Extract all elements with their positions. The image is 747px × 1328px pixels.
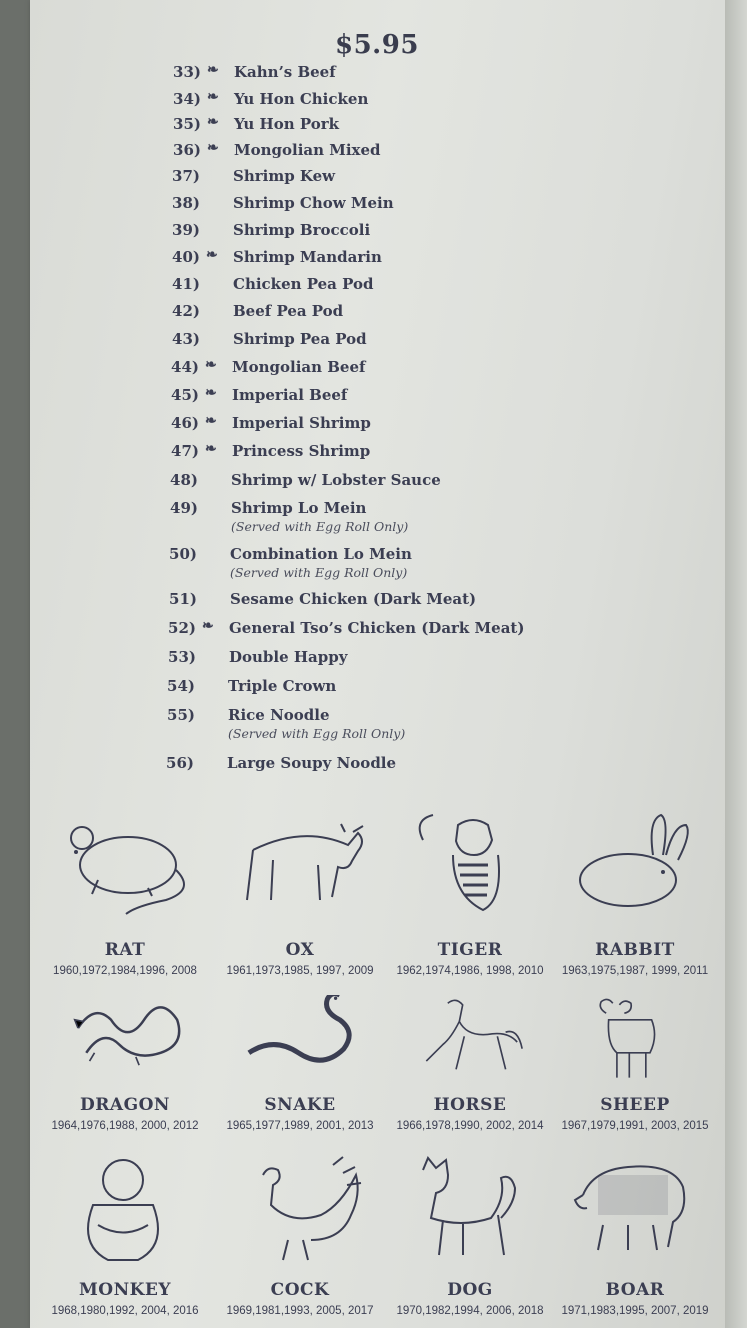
ox-icon bbox=[230, 810, 370, 925]
menu-item-number: 40) bbox=[172, 248, 200, 266]
zodiac-name: RAT bbox=[104, 940, 146, 960]
zodiac-years: 1963,1975,1987, 1999, 2011 bbox=[561, 965, 709, 977]
menu-item-number: 48) bbox=[170, 471, 198, 489]
sheep-icon bbox=[565, 995, 705, 1090]
chili-pepper-icon: ❧ bbox=[207, 62, 219, 78]
menu-item-name: Shrimp Broccoli bbox=[233, 221, 371, 239]
zodiac-years: 1960,1972,1984,1996, 2008 bbox=[53, 965, 197, 977]
menu-item-number: 51) bbox=[169, 590, 197, 608]
rabbit-icon bbox=[565, 810, 705, 925]
menu-item-name: Shrimp Mandarin bbox=[233, 248, 382, 266]
chili-pepper-icon: ❧ bbox=[205, 357, 217, 373]
menu-item-name: Kahn’s Beef bbox=[234, 63, 336, 81]
menu-item-name: Mongolian Mixed bbox=[234, 141, 381, 159]
zodiac-name: DRAGON bbox=[80, 1095, 170, 1115]
zodiac-years: 1970,1982,1994, 2006, 2018 bbox=[396, 1305, 544, 1317]
tiger-icon bbox=[400, 810, 540, 925]
menu-item-number: 47) bbox=[171, 442, 199, 460]
chili-pepper-icon: ❧ bbox=[207, 114, 219, 130]
zodiac-grid bbox=[0, 800, 747, 1328]
menu-item-number: 38) bbox=[172, 194, 200, 212]
menu-item-name: Double Happy bbox=[229, 648, 348, 666]
zodiac-years: 1961,1973,1985, 1997, 2009 bbox=[226, 965, 374, 977]
rooster-icon bbox=[230, 1155, 370, 1270]
menu-item-number: 42) bbox=[172, 302, 200, 320]
menu-item-number: 35) bbox=[173, 115, 201, 133]
menu-item-number: 41) bbox=[172, 275, 200, 293]
zodiac-name: MONKEY bbox=[78, 1280, 172, 1300]
snake-icon bbox=[230, 995, 370, 1090]
rat-icon bbox=[55, 810, 195, 925]
zodiac-years: 1969,1981,1993, 2005, 2017 bbox=[226, 1305, 374, 1317]
zodiac-name: DOG bbox=[447, 1280, 493, 1300]
menu-item-name: Imperial Beef bbox=[232, 386, 348, 404]
menu-item-name: Shrimp w/ Lobster Sauce bbox=[231, 471, 441, 489]
zodiac-animal-monkey bbox=[51, 1155, 199, 1325]
chili-pepper-icon: ❧ bbox=[205, 441, 217, 457]
menu-item-number: 43) bbox=[172, 330, 200, 348]
zodiac-animal-ox bbox=[226, 810, 374, 980]
menu-item-name: Shrimp Pea Pod bbox=[233, 330, 367, 348]
menu-item-number: 36) bbox=[173, 141, 201, 159]
zodiac-years: 1965,1977,1989, 2001, 2013 bbox=[226, 1120, 374, 1132]
menu-item-name: Princess Shrimp bbox=[232, 442, 371, 460]
menu-item-number: 46) bbox=[171, 414, 199, 432]
menu-item-number: 33) bbox=[173, 63, 201, 81]
chili-pepper-icon: ❧ bbox=[207, 140, 219, 156]
section-price: $5.95 bbox=[335, 30, 419, 60]
zodiac-years: 1968,1980,1992, 2004, 2016 bbox=[51, 1305, 199, 1317]
menu-item-number: 49) bbox=[170, 499, 198, 517]
menu-item-number: 37) bbox=[172, 167, 200, 185]
zodiac-animal-horse bbox=[396, 995, 544, 1165]
menu-item-name: Combination Lo Mein bbox=[230, 545, 412, 563]
zodiac-name: HORSE bbox=[433, 1095, 507, 1115]
menu-item-note: (Served with Egg Roll Only) bbox=[230, 565, 408, 580]
zodiac-name: OX bbox=[285, 940, 315, 960]
menu-item-name: Yu Hon Pork bbox=[234, 115, 340, 133]
chili-pepper-icon: ❧ bbox=[206, 247, 218, 263]
menu-item-name: Rice Noodle bbox=[228, 706, 330, 724]
menu-item-number: 53) bbox=[168, 648, 196, 666]
menu-item-number: 56) bbox=[166, 754, 194, 772]
zodiac-years: 1967,1979,1991, 2003, 2015 bbox=[561, 1120, 709, 1132]
menu-item-name: Shrimp Kew bbox=[233, 167, 336, 185]
zodiac-years: 1971,1983,1995, 2007, 2019 bbox=[561, 1305, 709, 1317]
monkey-icon bbox=[55, 1155, 195, 1270]
menu-item-number: 39) bbox=[172, 221, 200, 239]
zodiac-animal-rabbit bbox=[561, 810, 709, 980]
menu-item-number: 50) bbox=[169, 545, 197, 563]
menu-item-name: Beef Pea Pod bbox=[233, 302, 344, 320]
zodiac-name: COCK bbox=[270, 1280, 330, 1300]
menu-item-number: 34) bbox=[173, 90, 201, 108]
zodiac-animal-snake bbox=[226, 995, 374, 1165]
menu-item-name: Shrimp Lo Mein bbox=[231, 499, 367, 517]
zodiac-animal-dragon bbox=[51, 995, 199, 1165]
zodiac-name: SHEEP bbox=[600, 1095, 670, 1115]
menu-item-name: Chicken Pea Pod bbox=[233, 275, 374, 293]
zodiac-name: BOAR bbox=[605, 1280, 665, 1300]
zodiac-animal-boar bbox=[561, 1155, 709, 1325]
menu-item-name: Yu Hon Chicken bbox=[234, 90, 369, 108]
zodiac-name: SNAKE bbox=[264, 1095, 336, 1115]
zodiac-years: 1966,1978,1990, 2002, 2014 bbox=[396, 1120, 544, 1132]
chili-pepper-icon: ❧ bbox=[205, 413, 217, 429]
boar-icon bbox=[565, 1155, 705, 1270]
zodiac-animal-cock bbox=[226, 1155, 374, 1325]
menu-item-name: General Tso’s Chicken (Dark Meat) bbox=[229, 619, 525, 637]
chili-pepper-icon: ❧ bbox=[202, 618, 214, 634]
menu-item-number: 44) bbox=[171, 358, 199, 376]
menu-item-note: (Served with Egg Roll Only) bbox=[231, 519, 409, 534]
chili-pepper-icon: ❧ bbox=[205, 385, 217, 401]
dragon-icon bbox=[55, 995, 195, 1090]
menu-item-name: Mongolian Beef bbox=[232, 358, 366, 376]
menu-item-name: Large Soupy Noodle bbox=[227, 754, 397, 772]
menu-item-name: Shrimp Chow Mein bbox=[233, 194, 394, 212]
menu-item-note: (Served with Egg Roll Only) bbox=[228, 726, 406, 741]
horse-icon bbox=[400, 995, 540, 1090]
menu-item-name: Sesame Chicken (Dark Meat) bbox=[230, 590, 477, 608]
zodiac-name: RABBIT bbox=[595, 940, 675, 960]
dog-icon bbox=[400, 1155, 540, 1270]
zodiac-animal-rat bbox=[55, 810, 195, 980]
menu-item-name: Imperial Shrimp bbox=[232, 414, 371, 432]
zodiac-animal-dog bbox=[396, 1155, 544, 1325]
menu-item-name: Triple Crown bbox=[228, 677, 337, 695]
zodiac-years: 1962,1974,1986, 1998, 2010 bbox=[396, 965, 544, 977]
menu-item-number: 45) bbox=[171, 386, 199, 404]
zodiac-name: TIGER bbox=[437, 940, 503, 960]
zodiac-years: 1964,1976,1988, 2000, 2012 bbox=[51, 1120, 199, 1132]
zodiac-animal-tiger bbox=[396, 810, 544, 980]
chili-pepper-icon: ❧ bbox=[207, 89, 219, 105]
menu-item-number: 55) bbox=[167, 706, 195, 724]
zodiac-animal-sheep bbox=[561, 995, 709, 1165]
menu-item-number: 54) bbox=[167, 677, 195, 695]
menu-item-number: 52) bbox=[168, 619, 196, 637]
